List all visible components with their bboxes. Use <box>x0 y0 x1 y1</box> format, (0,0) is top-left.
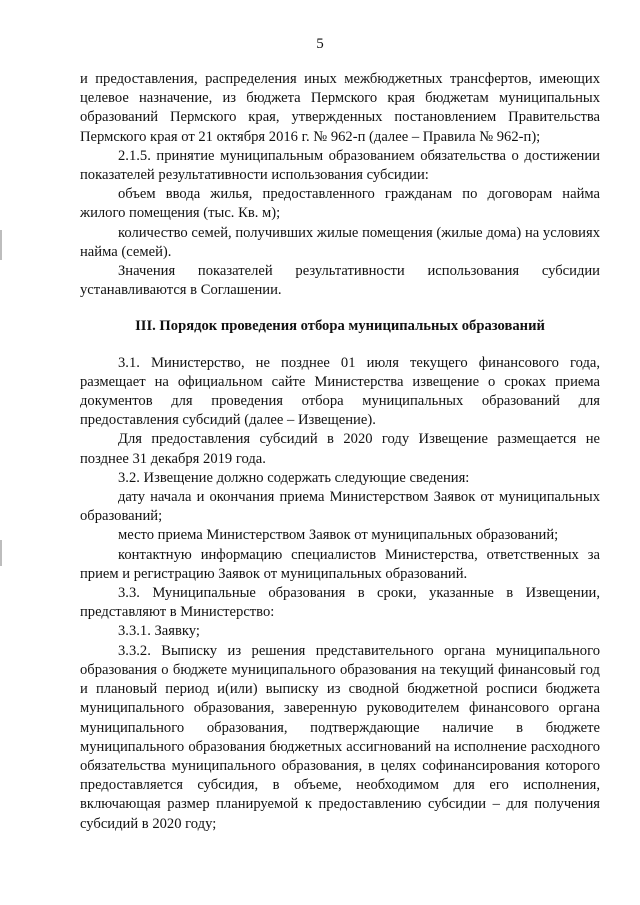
paragraph: место приема Министерством Заявок от муниципальных образований; <box>118 527 559 544</box>
paragraph: объем ввода жилья, предоставленного гражданам по договорам найма жилого помещения (тыс. Кв. м); <box>80 186 600 222</box>
paragraph: 3.3.2. Выписку из решения представительного органа муниципального образования о бюджете муниципального образования на текущий финансовый год и плановый период и(или) выписку из сводной бюджетной росписи бюджета муниципального образования, заверенную руководителем финансового органа муниципального образования, подтверждающие наличие в бюджете муниципального образования бюджетных ассигнований на исполнение расходного обязательства муниципального образования, в целях софинансирования которого предоставляется субсидия, в объеме, необходимом для его исполнения, включающая размер планируемой к предоставлению субсидии – для получения субсидий в 2020 году; <box>80 642 600 832</box>
paragraph: и предоставления, распределения иных межбюджетных трансфертов, имеющих целевое назначение, из бюджета Пермского края бюджетам муниципальных образований Пермского края, утвержденных постановлением Правительства Пермского края от 21 октября 2016 г. № 962-п (далее – Правила № 962-п); <box>80 71 600 145</box>
paragraph: Значения показателей результативности использования субсидии устанавливаются в Соглашении. <box>80 263 600 299</box>
section-heading: III. Порядок проведения отбора муниципальных образований <box>135 318 545 335</box>
scan-margin-mark <box>0 230 2 260</box>
paragraph: 3.2. Извещение должно содержать следующие сведения: <box>118 469 470 486</box>
paragraph: 3.3.1. Заявку; <box>118 623 200 640</box>
paragraph: 2.1.5. принятие муниципальным образованием обязательства о достижении показателей результативности использования субсидии: <box>80 147 600 184</box>
paragraph: контактную информацию специалистов Министерства, ответственных за прием и регистрацию Заявок от муниципальных образований. <box>80 546 600 582</box>
paragraph: 3.1. Министерство, не позднее 01 июля текущего финансового года, размещает на официальном сайте Министерства извещение о сроках приема документов для проведения отбора муниципальных образований для предоставления субсидий (далее – Извещение). <box>80 354 600 429</box>
document-body <box>80 70 600 834</box>
paragraph: Для предоставления субсидий в 2020 году Извещение размещается не позднее 31 декабря 2019 года. <box>80 431 600 467</box>
scan-margin-mark <box>0 540 2 566</box>
page-number: 5 <box>316 36 324 52</box>
paragraph: дату начала и окончания приема Министерством Заявок от муниципальных образований; <box>80 489 600 525</box>
paragraph: 3.3. Муниципальные образования в сроки, указанные в Извещении, представляют в Министерство: <box>80 585 600 621</box>
paragraph: количество семей, получивших жилые помещения (жилые дома) на условиях найма (семей). <box>80 224 600 260</box>
